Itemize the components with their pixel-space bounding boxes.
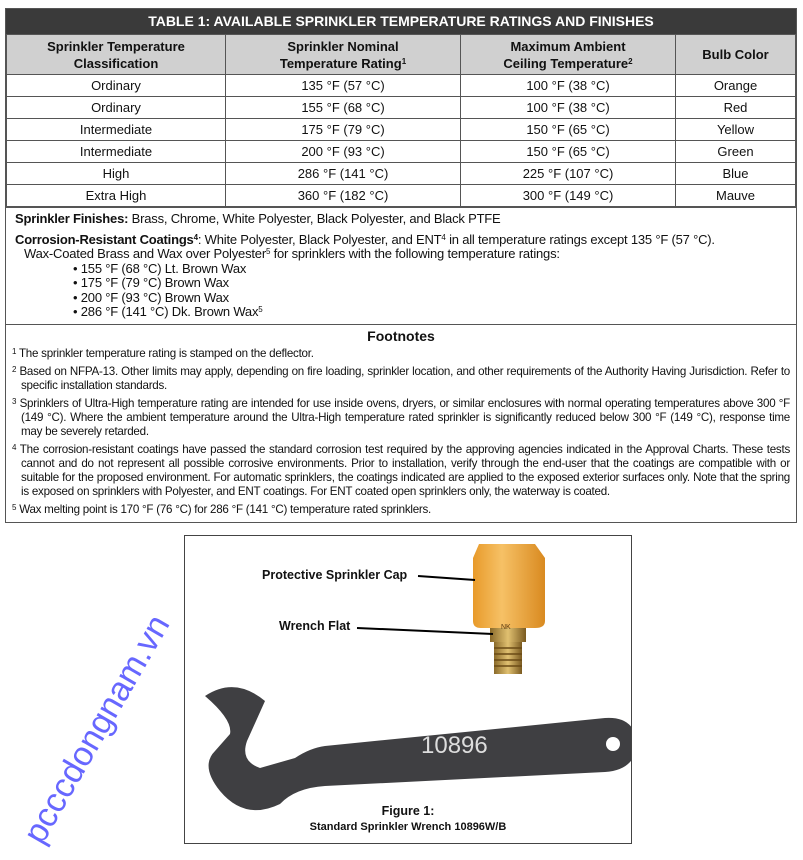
table-cell: Intermediate xyxy=(7,119,226,141)
list-item-text: 175 °F (79 °C) Brown Wax xyxy=(80,275,229,290)
table-cell: 300 °F (149 °C) xyxy=(461,185,676,207)
table-cell: Green xyxy=(676,141,796,163)
header-line: Ceiling Temperature xyxy=(503,55,629,71)
figure-subtitle: Standard Sprinkler Wrench 10896W/B xyxy=(309,820,507,833)
table-cell: 150 °F (65 °C) xyxy=(461,119,676,141)
list-item xyxy=(73,262,787,277)
table-cell: High xyxy=(7,163,226,185)
header-line: Bulb Color xyxy=(702,47,769,62)
footnote-ref: 2 xyxy=(628,56,633,66)
footnotes-list xyxy=(12,347,790,517)
coatings-label: Corrosion-Resistant Coatings xyxy=(15,231,194,247)
table-cell: Ordinary xyxy=(7,97,226,119)
footnote-number: 2 xyxy=(12,364,17,374)
table-cell: Blue xyxy=(676,163,796,185)
column-header xyxy=(226,35,461,75)
footnote-text: The sprinkler temperature rating is stamped on the deflector. xyxy=(18,346,314,360)
list-item xyxy=(73,276,787,291)
table-cell: 135 °F (57 °C) xyxy=(226,75,461,97)
temperature-ratings-table xyxy=(5,8,797,523)
table-cell: Extra High xyxy=(7,185,226,207)
finishes-section xyxy=(6,207,796,324)
footnote-text: Sprinklers of Ultra-High temperature rating are intended for use inside ovens, dryers, or similar enclosures with normal operating temperatures above 300 °F (149 °C). Where the ambient temperature around the Ultra-High temperature rated sprinkler is significantly reduced below 300 °F (149 °C), response time may be severely retarded. xyxy=(19,396,790,438)
table-cell: 286 °F (141 °C) xyxy=(226,163,461,185)
footnote-ref: 5 xyxy=(258,305,263,314)
coatings-text: : White Polyester, Black Polyester, and ENT xyxy=(197,231,442,247)
wax-line xyxy=(15,247,787,262)
header-row xyxy=(7,35,796,75)
table-cell: 100 °F (38 °C) xyxy=(461,97,676,119)
wrench-flat-label: Wrench Flat xyxy=(279,618,351,633)
wrench-icon xyxy=(205,687,631,810)
table-cell: 150 °F (65 °C) xyxy=(461,141,676,163)
table-cell: 360 °F (182 °C) xyxy=(226,185,461,207)
nk-mark: NK xyxy=(501,623,511,631)
list-item-text: 286 °F (141 °C) Dk. Brown Wax xyxy=(80,304,259,319)
table-cell: 225 °F (107 °C) xyxy=(461,163,676,185)
cap-leader-line xyxy=(418,576,475,580)
wrench-and-cap-illustration xyxy=(185,536,631,843)
table-row xyxy=(7,75,796,97)
table-body xyxy=(7,75,796,207)
flat-leader-line xyxy=(357,628,493,634)
finishes-line xyxy=(15,212,787,227)
table-row xyxy=(7,185,796,207)
footnote-number: 4 xyxy=(12,442,17,452)
wax-text: Wax-Coated Brass and Wax over Polyester xyxy=(24,246,266,261)
table-row xyxy=(7,119,796,141)
header-line: Sprinkler Nominal xyxy=(287,38,399,54)
coatings-heading xyxy=(15,232,198,247)
footnote-number: 5 xyxy=(12,502,17,512)
table-cell: Orange xyxy=(676,75,796,97)
footnotes-section xyxy=(6,324,796,522)
header-line: Sprinkler Temperature xyxy=(47,38,185,54)
footnote-ref: 5 xyxy=(265,247,271,256)
figure-title: Figure 1: xyxy=(381,803,435,818)
column-header xyxy=(461,35,676,75)
table-cell: Mauve xyxy=(676,185,796,207)
list-item-text: 200 °F (93 °C) Brown Wax xyxy=(80,289,229,305)
finishes-label: Sprinkler Finishes: xyxy=(15,211,129,226)
footnote-text: Wax melting point is 170 °F (76 °C) for 286 °F (141 °C) temperature rated sprinklers. xyxy=(19,502,432,516)
footnote-ref: 4 xyxy=(441,232,446,242)
footnote xyxy=(12,365,790,393)
footnote xyxy=(12,397,790,439)
coatings-text: in all temperature ratings except 135 °F (57 °C). xyxy=(445,231,715,247)
footnote-text: The corrosion-resistant coatings have passed the standard corrosion test required by the approving agencies indicated in the Approval Charts. These tests cannot and do not represent all possible corrosive environments. Prior to installation, verify through the end-user that the coatings are compatible with or suitable for the proposed environment. For automatic sprinklers, the coatings indicated are applied to the exposed exterior surfaces only. Note that the spring is exposed on sprinklers with Polyester, and ENT coatings. For ENT coated open sprinklers only, the waterway is coated. xyxy=(19,442,790,498)
footnote xyxy=(12,443,790,499)
ratings-grid xyxy=(6,34,796,207)
figure-1 xyxy=(184,535,632,844)
table-row xyxy=(7,97,796,119)
table-cell: 200 °F (93 °C) xyxy=(226,141,461,163)
header-line: Maximum Ambient xyxy=(510,38,626,54)
wax-text: for sprinklers with the following temperature ratings: xyxy=(270,246,560,261)
figure-area xyxy=(16,535,632,850)
table-cell: 175 °F (79 °C) xyxy=(226,119,461,141)
footnote xyxy=(12,503,790,517)
column-header xyxy=(676,35,796,75)
footnote-ref: 4 xyxy=(193,232,198,242)
footnotes-title: Footnotes xyxy=(367,327,435,344)
footnote-text: Based on NFPA-13. Other limits may apply, depending on fire loading, sprinkler location, and other requirements of the Authority Having Jurisdiction. Refer to specific installation standards. xyxy=(19,364,790,392)
footnote xyxy=(12,347,790,361)
column-header xyxy=(7,35,226,75)
table-row xyxy=(7,163,796,185)
table-cell: 155 °F (68 °C) xyxy=(226,97,461,119)
wrench-number: 10896 xyxy=(421,731,488,759)
footnote-number: 3 xyxy=(12,396,17,406)
wax-list xyxy=(15,262,787,320)
finishes-text: Brass, Chrome, White Polyester, Black Polyester, and Black PTFE xyxy=(128,211,501,226)
table-title: TABLE 1: AVAILABLE SPRINKLER TEMPERATURE RATINGS AND FINISHES xyxy=(6,9,796,34)
list-item xyxy=(73,291,787,306)
table-cell: Red xyxy=(676,97,796,119)
footnote-number: 1 xyxy=(12,346,17,356)
list-item xyxy=(73,305,787,320)
table-cell: Yellow xyxy=(676,119,796,141)
list-item-text: 155 °F (68 °C) Lt. Brown Wax xyxy=(80,260,247,276)
header-line: Temperature Rating xyxy=(279,55,402,71)
table-cell: Intermediate xyxy=(7,141,226,163)
header-line: Classification xyxy=(73,55,159,71)
coatings-line xyxy=(15,233,787,248)
table-cell: Ordinary xyxy=(7,75,226,97)
table-row xyxy=(7,141,796,163)
table-cell: 100 °F (38 °C) xyxy=(461,75,676,97)
sprinkler-cap-icon xyxy=(473,544,545,674)
watermark: pcccdongnam.vn xyxy=(16,607,178,850)
cap-label: Protective Sprinkler Cap xyxy=(262,567,408,582)
footnote-ref: 1 xyxy=(401,56,407,66)
